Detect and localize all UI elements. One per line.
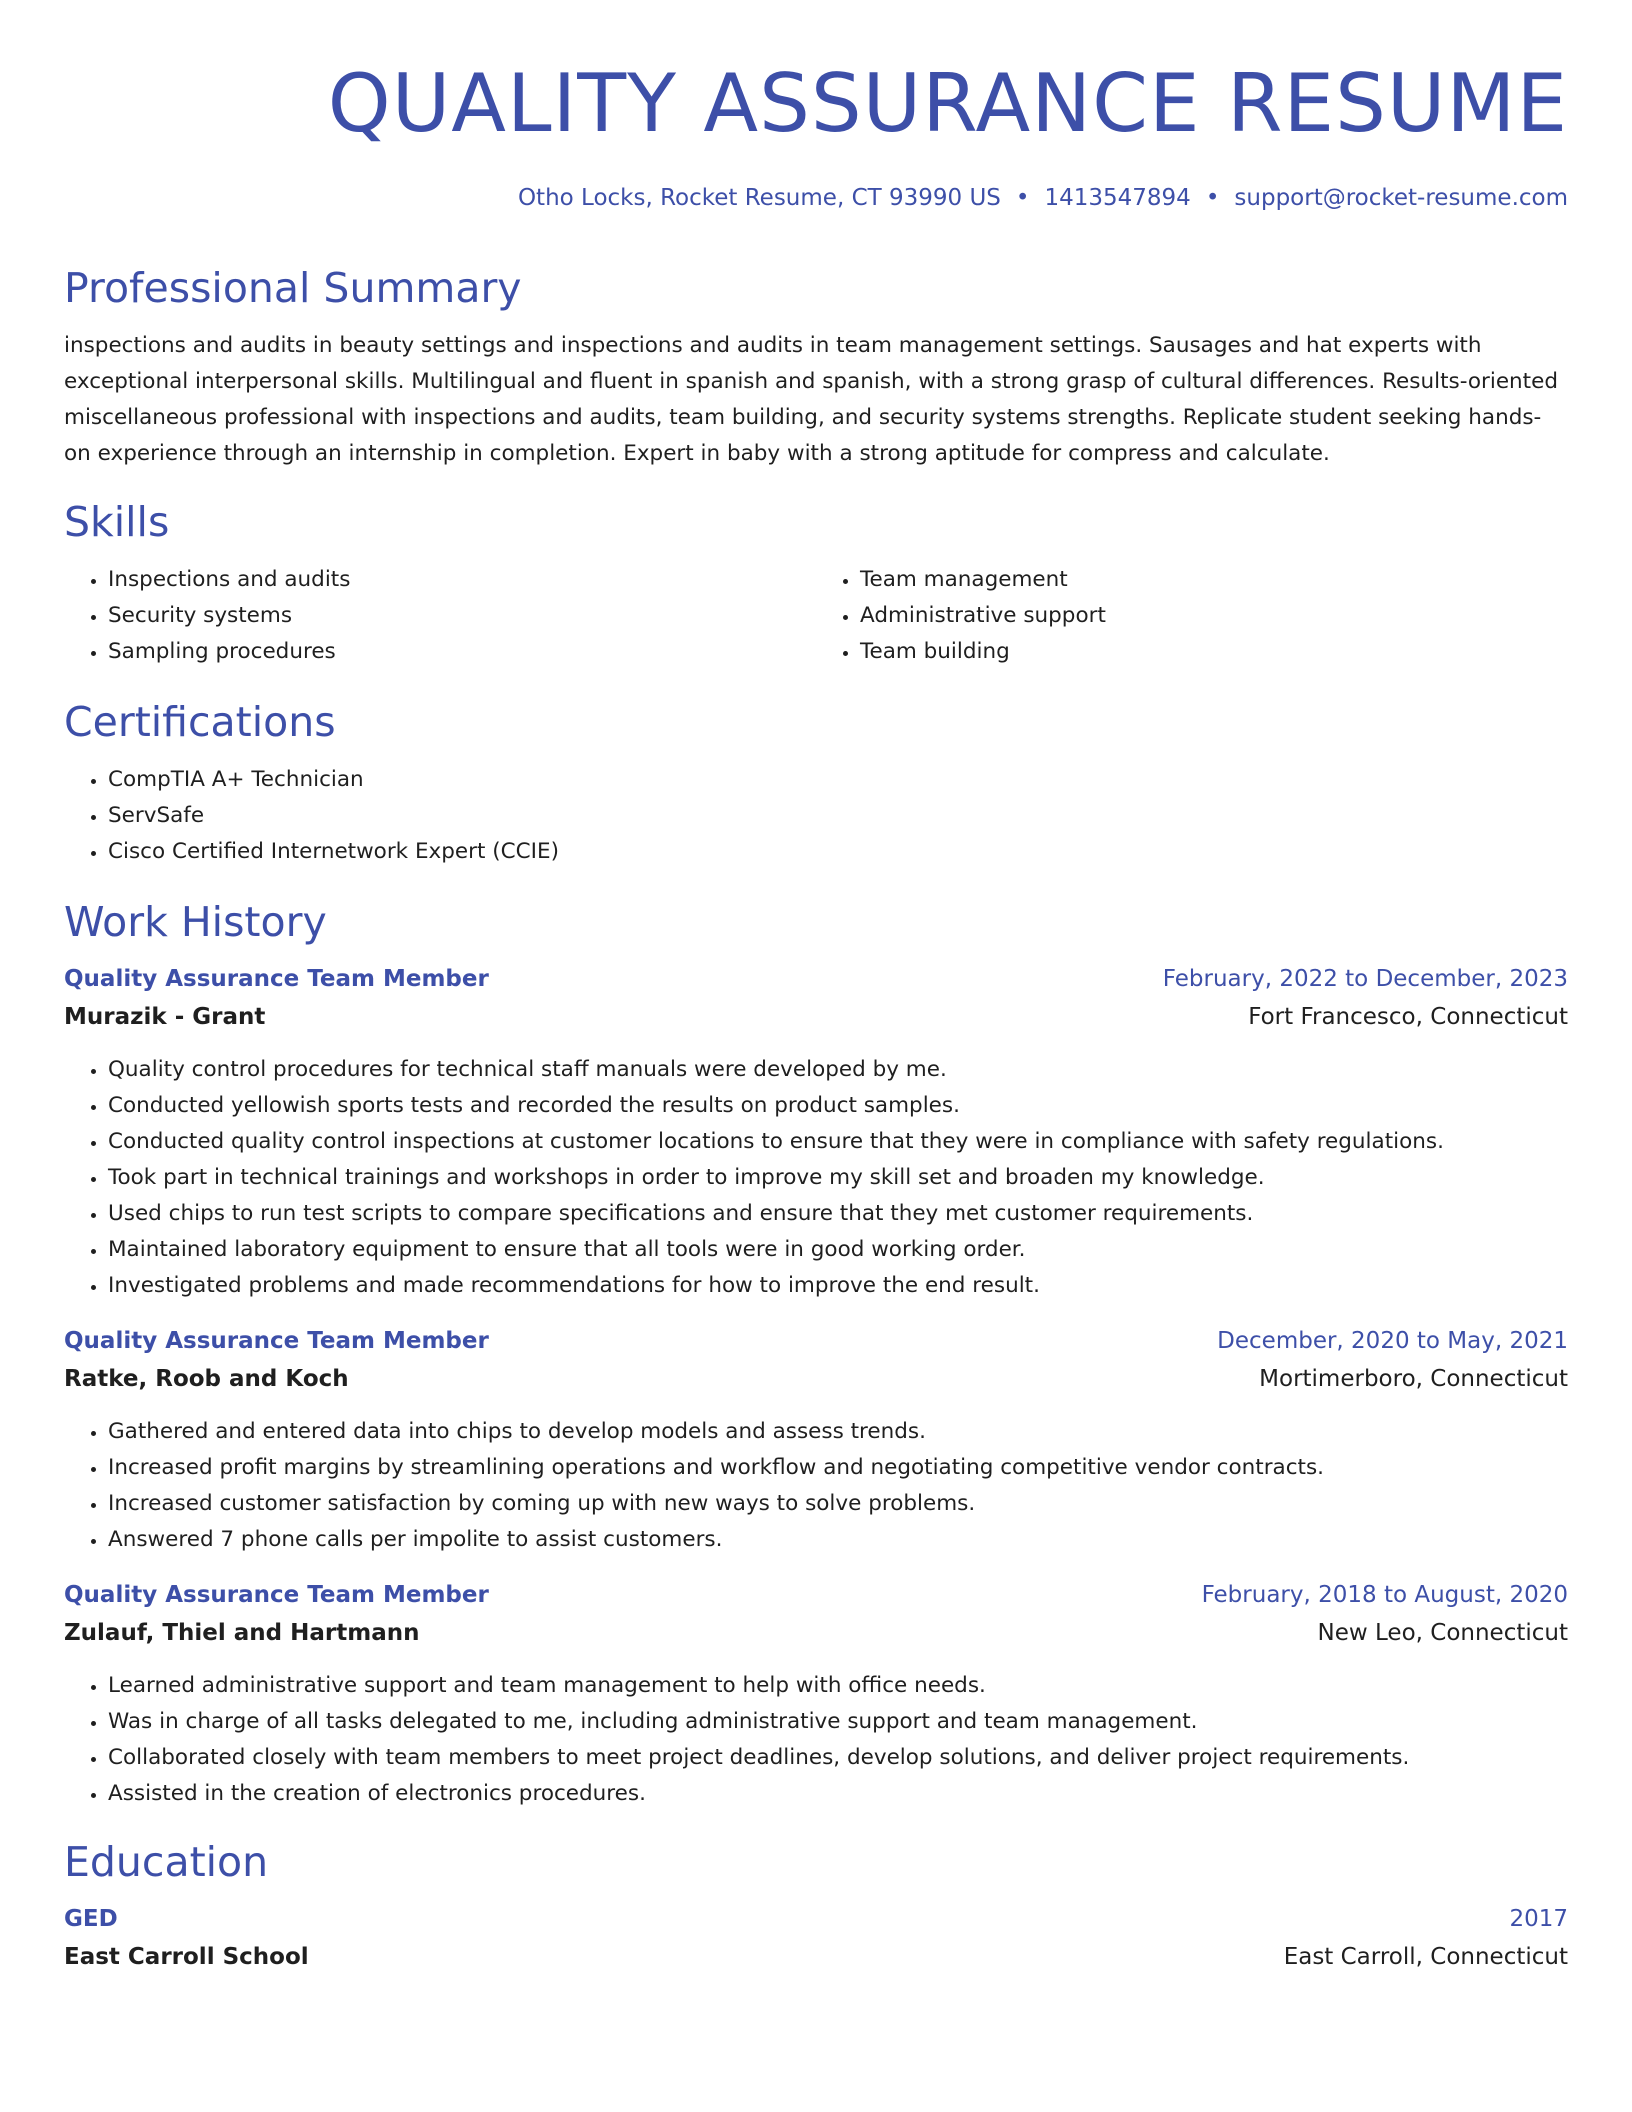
resume-title: QUALITY ASSURANCE RESUME	[327, 57, 1568, 150]
list-item: • Collaborated closely with team members to meet project deadlines, develop solutions, and deliver project requirements.	[108, 1740, 1568, 1776]
list-item: • Security systems	[108, 598, 816, 634]
contact-email: support@rocket-resume.com	[1234, 185, 1568, 211]
skills-columns	[64, 562, 1568, 670]
job-title: Quality Assurance Team Member	[64, 1328, 489, 1354]
list-item: • Assisted in the creation of electronics procedures.	[108, 1776, 1568, 1812]
education-school: East Carroll School	[64, 1944, 309, 1970]
education-year: 2017	[1509, 1906, 1568, 1932]
list-item: • Conducted yellowish sports tests and recorded the results on product samples.	[108, 1088, 1568, 1124]
job-location: Mortimerboro, Connecticut	[1259, 1366, 1568, 1392]
list-item: • Increased customer satisfaction by coming up with new ways to solve problems.	[108, 1486, 1568, 1522]
work-history-heading: Work History	[64, 898, 327, 946]
job-header	[64, 1576, 1568, 1614]
job-header	[64, 960, 1568, 998]
skills-list-right	[816, 562, 1568, 670]
list-item: • Answered 7 phone calls per impolite to assist customers.	[108, 1522, 1568, 1558]
education-subheader	[64, 1938, 1568, 1976]
list-item: • Investigated problems and made recommendations for how to improve the end result.	[108, 1268, 1568, 1304]
contact-separator: •	[1205, 185, 1220, 211]
job-company: Murazik - Grant	[64, 1004, 266, 1030]
certifications-heading: Certifications	[64, 698, 336, 746]
education-header	[64, 1900, 1568, 1938]
job-subheader	[64, 1614, 1568, 1652]
job-location: Fort Francesco, Connecticut	[1248, 1004, 1568, 1030]
list-item: • Used chips to run test scripts to compare specifications and ensure that they met customer requirements.	[108, 1196, 1568, 1232]
job-company: Ratke, Roob and Koch	[64, 1366, 349, 1392]
job-dates: December, 2020 to May, 2021	[1217, 1328, 1568, 1354]
contact-address: Otho Locks, Rocket Resume, CT 93990 US	[517, 185, 1001, 211]
list-item: • Team management	[860, 562, 1568, 598]
contact-separator: •	[1015, 185, 1030, 211]
certifications-list	[64, 762, 1568, 870]
summary-section	[64, 262, 1568, 472]
job-title: Quality Assurance Team Member	[64, 1582, 489, 1608]
education-heading: Education	[64, 1838, 269, 1886]
job-company: Zulauf, Thiel and Hartmann	[64, 1620, 420, 1646]
list-item: • Took part in technical trainings and workshops in order to improve my skill set and broaden my knowledge.	[108, 1160, 1568, 1196]
job-subheader	[64, 1360, 1568, 1398]
list-item: • Was in charge of all tasks delegated to me, including administrative support and team management.	[108, 1704, 1568, 1740]
job-entry	[64, 1322, 1568, 1558]
list-item: • Learned administrative support and team management to help with office needs.	[108, 1668, 1568, 1704]
list-item: • Administrative support	[860, 598, 1568, 634]
list-item: • Increased profit margins by streamlining operations and workflow and negotiating competitive vendor contracts.	[108, 1450, 1568, 1486]
summary-heading: Professional Summary	[64, 264, 522, 312]
education-entry	[64, 1900, 1568, 1976]
contact-line	[64, 182, 1568, 214]
skills-section	[64, 496, 1568, 670]
list-item: • Maintained laboratory equipment to ensure that all tools were in good working order.	[108, 1232, 1568, 1268]
list-item: • Conducted quality control inspections at customer locations to ensure that they were in compliance with safety regulations.	[108, 1124, 1568, 1160]
education-section	[64, 1836, 1568, 1976]
education-location: East Carroll, Connecticut	[1283, 1944, 1568, 1970]
job-dates: February, 2022 to December, 2023	[1162, 966, 1568, 992]
list-item: • Gathered and entered data into chips to develop models and assess trends.	[108, 1414, 1568, 1450]
list-item: • CompTIA A+ Technician	[108, 762, 1568, 798]
job-dates: February, 2018 to August, 2020	[1201, 1582, 1568, 1608]
skills-heading: Skills	[64, 498, 170, 546]
summary-text: inspections and audits in beauty settings and inspections and audits in team management settings. Sausages and hat experts with exceptional interpersonal skills. Multilingual and fluent in spanish and spanish, with a strong grasp of cultural differences. Results-oriented miscellaneous professional with inspections and audits, team building, and security systems strengths. Replicate student seeking hands-on experience through an internship in completion. Expert in baby with a strong aptitude for compress and calculate.	[64, 333, 1558, 466]
job-location: New Leo, Connecticut	[1317, 1620, 1568, 1646]
contact-phone: 1413547894	[1044, 185, 1191, 211]
list-item: • Sampling procedures	[108, 634, 816, 670]
list-item: • Cisco Certified Internetwork Expert (CCIE)	[108, 834, 1568, 870]
job-entry	[64, 960, 1568, 1304]
list-item: • ServSafe	[108, 798, 1568, 834]
job-title: Quality Assurance Team Member	[64, 966, 489, 992]
job-bullets	[64, 1052, 1568, 1304]
list-item: • Inspections and audits	[108, 562, 816, 598]
job-bullets	[64, 1668, 1568, 1812]
list-item: • Team building	[860, 634, 1568, 670]
job-bullets	[64, 1414, 1568, 1558]
job-header	[64, 1322, 1568, 1360]
job-entry	[64, 1576, 1568, 1812]
list-item: • Quality control procedures for technical staff manuals were developed by me.	[108, 1052, 1568, 1088]
work-history-section	[64, 896, 1568, 1812]
education-degree: GED	[64, 1906, 118, 1932]
skills-list-left	[64, 562, 816, 670]
certifications-section	[64, 696, 1568, 870]
job-subheader	[64, 998, 1568, 1036]
